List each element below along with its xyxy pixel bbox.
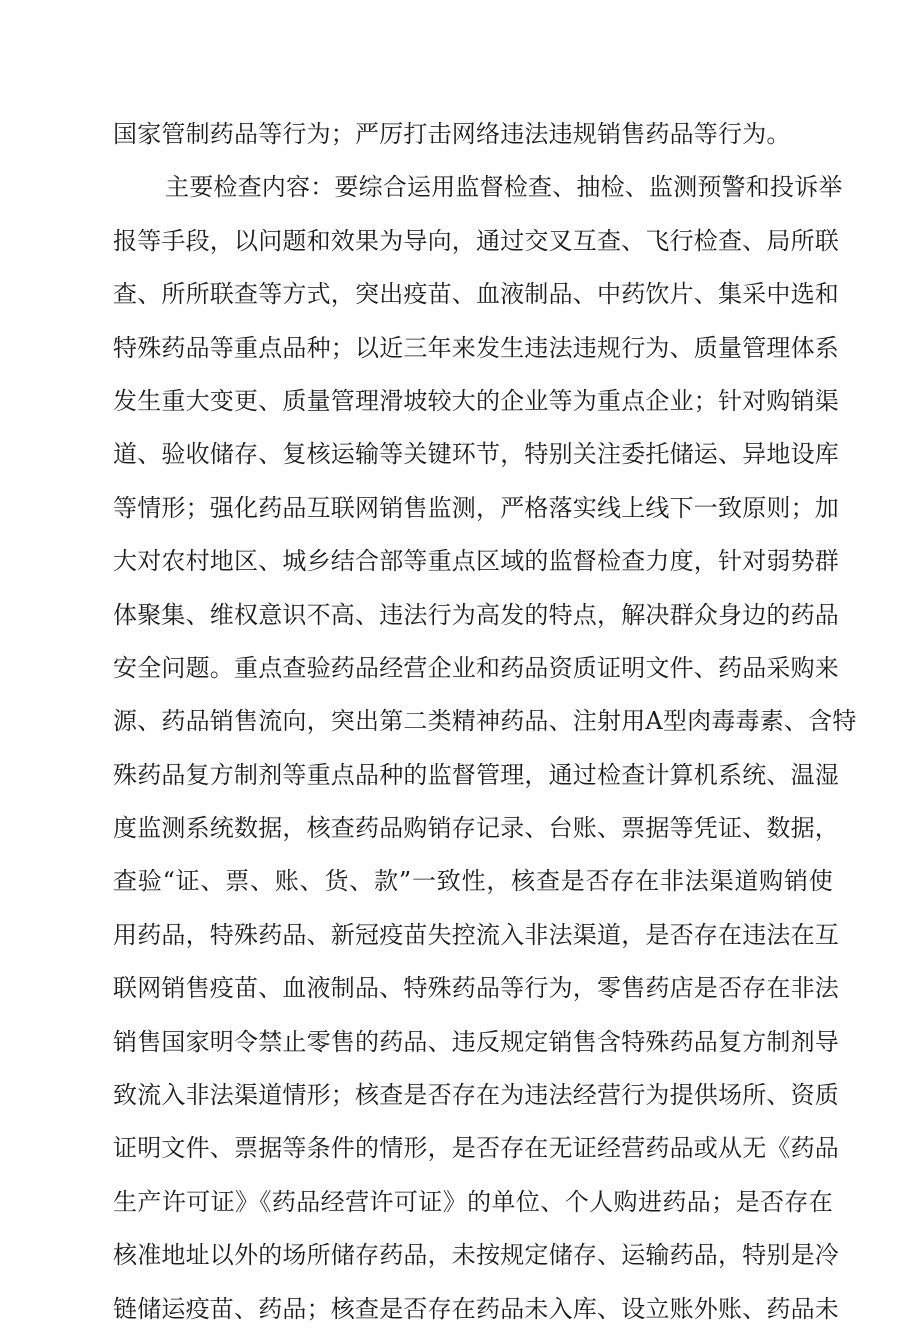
text-line-11: 安全问题。重点查验药品经营企业和药品资质证明文件、药品采购来: [113, 653, 839, 682]
text-line-8: 等情形；强化药品互联网销售监测，严格落实线上线下一致原则；加: [113, 493, 839, 522]
text-line-22: 核准地址以外的场所储存药品，未按规定储存、运输药品，特别是冷: [113, 1241, 839, 1270]
text-line-23: 链储运疫苗、药品；核查是否存在药品未入库、设立账外账、药品未: [113, 1294, 839, 1323]
text-line-18: 销售国家明令禁止零售的药品、违反规定销售含特殊药品复方制剂导: [113, 1027, 839, 1056]
text-line-19: 致流入非法渠道情形；核查是否存在为违法经营行为提供场所、资质: [113, 1081, 839, 1110]
text-line-20: 证明文件、票据等条件的情形，是否存在无证经营药品或从无《药品: [113, 1134, 839, 1163]
text-line-5: 特殊药品等重点品种；以近三年来发生违法违规行为、质量管理体系: [113, 333, 839, 362]
text-line-1: 国家管制药品等行为；严厉打击网络违法违规销售药品等行为。: [113, 120, 791, 148]
text-line-9: 大对农村地区、城乡结合部等重点区域的监督检查力度，针对弱势群: [113, 547, 839, 576]
text-line-4: 查、所所联查等方式，突出疫苗、血液制品、中药饮片、集采中选和: [113, 280, 839, 309]
text-line-14: 度监测系统数据，核查药品购销存记录、台账、票据等凭证、数据，: [113, 814, 839, 843]
text-line-2: 主要检查内容：要综合运用监督检查、抽检、监测预警和投诉举: [165, 173, 843, 202]
text-line-6: 发生重大变更、质量管理滑坡较大的企业等为重点企业；针对购销渠: [113, 386, 839, 415]
body-text: [113, 108, 857, 1336]
text-line-7: 道、验收储存、复核运输等关键环节，特别关注委托储运、异地设库: [113, 440, 839, 469]
text-line-3: 报等手段，以问题和效果为导向，通过交叉互查、飞行检查、局所联: [113, 226, 839, 255]
text-line-17: 联网销售疫苗、血液制品、特殊药品等行为，零售药店是否存在非法: [113, 974, 839, 1003]
text-line-10: 体聚集、维权意识不高、违法行为高发的特点，解决群众身边的药品: [113, 600, 839, 629]
text-line-12: 源、药品销售流向，突出第二类精神药品、注射用A型肉毒毒素、含特: [113, 707, 857, 736]
text-line-16: 用药品，特殊药品、新冠疫苗失控流入非法渠道，是否存在违法在互: [113, 920, 839, 949]
text-line-13: 殊药品复方制剂等重点品种的监督管理，通过检查计算机系统、温湿: [113, 760, 839, 789]
text-line-15: 查验“证、票、账、货、款”一致性，核查是否存在非法渠道购销使: [113, 867, 833, 896]
text-line-21: 生产许可证》《药品经营许可证》的单位、个人购进药品；是否存在: [113, 1187, 833, 1216]
